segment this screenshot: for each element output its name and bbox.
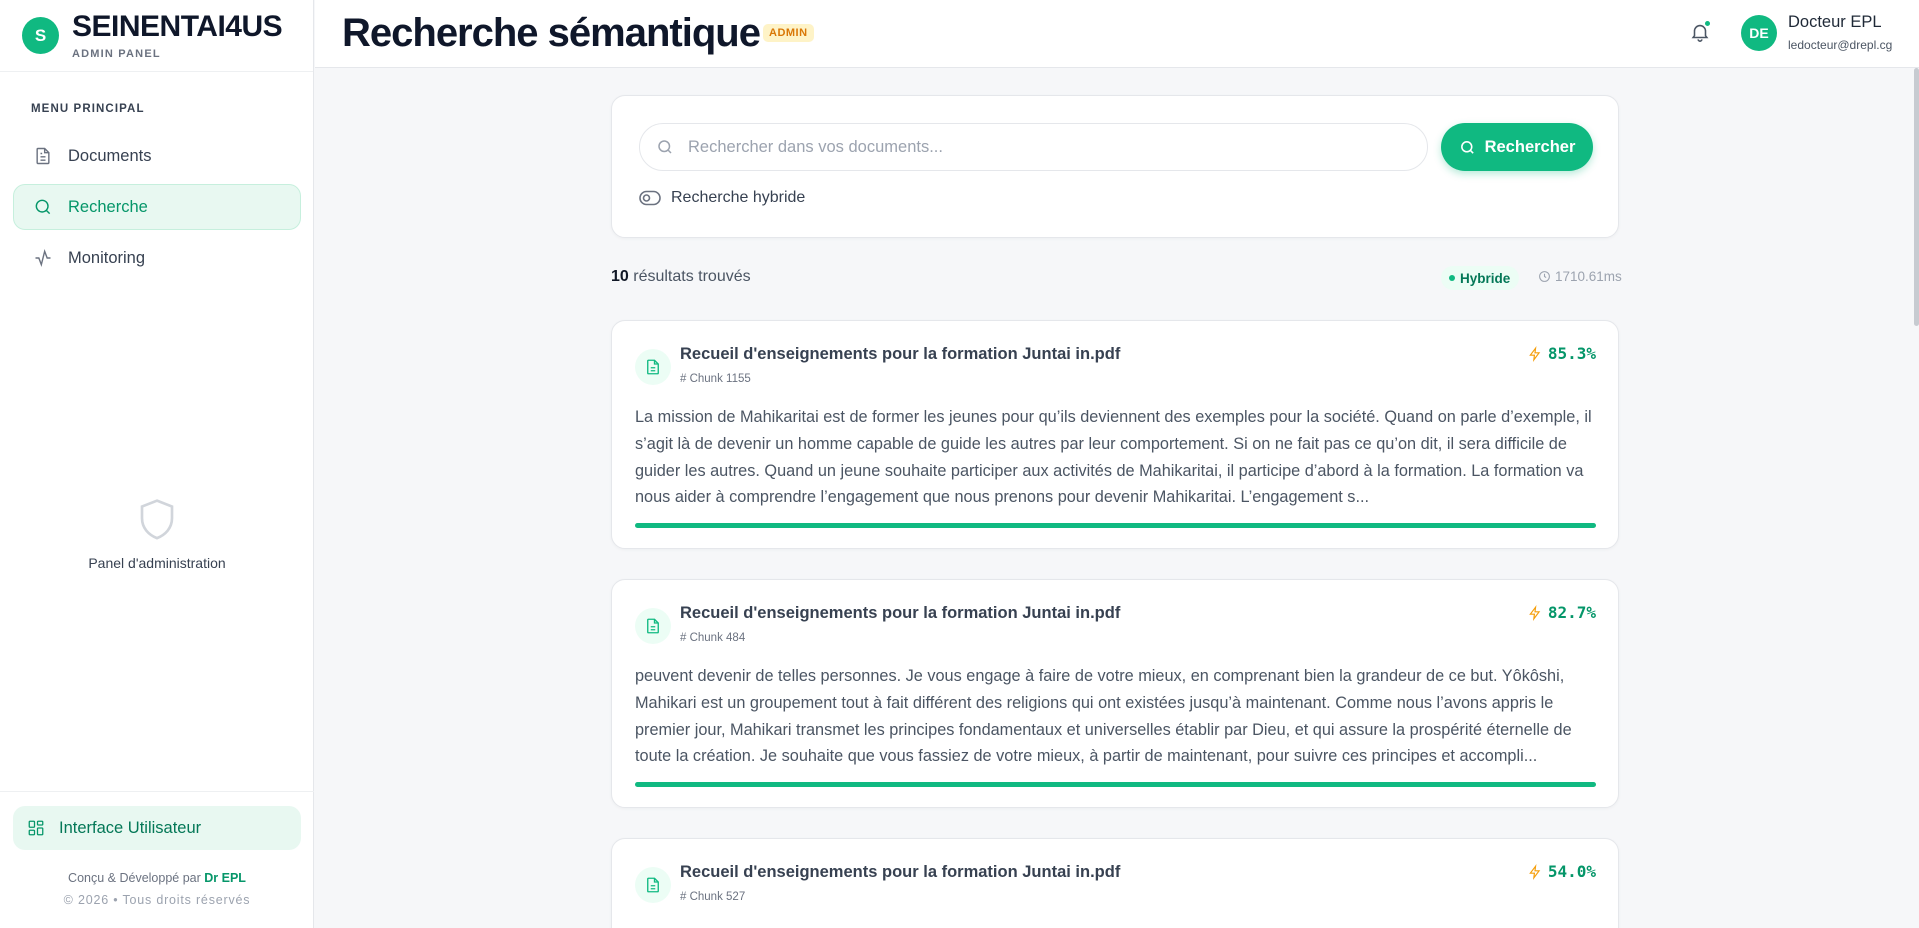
user-email: ledocteur@drepl.cg: [1788, 38, 1893, 52]
toggle-off-icon: [639, 190, 661, 206]
credits-author[interactable]: Dr EPL: [204, 871, 246, 885]
search-box[interactable]: [639, 123, 1428, 171]
lightning-icon: [1528, 864, 1542, 880]
search-icon: [1459, 139, 1476, 156]
document-icon: [635, 608, 671, 644]
search-input[interactable]: [688, 138, 1408, 157]
sidebar-item-label: Recherche: [68, 197, 148, 216]
result-card[interactable]: [611, 838, 1619, 928]
credits: Conçu & Développé par Dr EPL: [68, 871, 246, 885]
shield-icon: [137, 497, 177, 541]
search-icon: [656, 138, 674, 156]
result-title[interactable]: Recueil d'enseignements pour la formation Juntai in.pdf: [680, 604, 1121, 622]
sidebar-item-label: Monitoring: [68, 248, 146, 267]
notification-dot: [1703, 19, 1712, 28]
user-interface-button[interactable]: [13, 806, 301, 850]
brand-name: SEINENTAI4US: [72, 9, 283, 43]
lightning-icon: [1528, 605, 1542, 621]
search-button-label: Rechercher: [1484, 137, 1576, 156]
result-chunk: # Chunk 1155: [680, 373, 751, 385]
result-title[interactable]: Recueil d'enseignements pour la formation Juntai in.pdf: [680, 863, 1121, 881]
document-icon: [635, 349, 671, 385]
copyright: © 2026 • Tous droits réservés: [63, 893, 251, 907]
admin-panel-placeholder: [0, 497, 314, 571]
sidebar-item-monitoring[interactable]: [13, 235, 301, 281]
result-excerpt: peuvent devenir de telles personnes. Je vous engage à faire de votre mieux, en comprenant bien la grandeur de ce but. Yôkôshi, Mahikari est un groupement tout à fait différent des religions qui ont existées jusqu’à maintenant. Comme nous l’avons appris le premier jour, Mahikari transmet les principes fondamentaux et universelles établir par Dieu, et qui assure la prospérité éternelle de toute la création. Je souhaite que vous fassiez de votre mieux, à partir de maintenant, pour suivre ces principes et accompli...: [635, 667, 1572, 766]
menu-title: MENU PRINCIPAL: [31, 103, 145, 115]
brand-logo: S: [22, 17, 59, 54]
top-header: [315, 0, 1919, 68]
sidebar-item-recherche[interactable]: [13, 184, 301, 230]
search-button[interactable]: [1441, 123, 1593, 171]
lightning-icon: [1528, 346, 1542, 362]
score-bar-fill: [635, 782, 1596, 787]
score-bar: [635, 782, 1596, 787]
result-card[interactable]: [611, 579, 1619, 808]
hybrid-search-toggle[interactable]: [639, 189, 805, 207]
search-card: [611, 95, 1619, 238]
status-dot: [1449, 275, 1455, 281]
admin-panel-label: Panel d'administration: [88, 555, 226, 571]
page-title: Recherche sémantique: [342, 11, 760, 55]
score-bar-fill: [635, 523, 1596, 528]
brand[interactable]: [0, 0, 313, 72]
search-mode-badge: Hybride: [1441, 266, 1519, 290]
result-score: 54.0%: [1528, 862, 1596, 881]
result-chunk: # Chunk 484: [680, 632, 746, 644]
clock-icon: [1538, 270, 1551, 283]
sidebar-item-documents[interactable]: [13, 133, 301, 179]
activity-icon: [33, 248, 53, 268]
result-card[interactable]: [611, 320, 1619, 549]
grid-icon: [27, 819, 45, 837]
results-count: 10 résultats trouvés: [611, 268, 751, 285]
hybrid-search-label: Recherche hybride: [671, 189, 806, 206]
result-excerpt: La mission de Mahikaritai est de former les jeunes pour qu’ils deviennent des exemples pour la société. Quand on parle d’exemple, il s’agit là de devenir un homme capable de guide les autres par leur comportement. Si on ne fait pas ce qu’on dit, il sera difficile de guider les autres. Quand un jeune souhaite participer aux activités de Mahikaritai, il participe d’abord à la formation. La formation va nous aider à comprendre l’engagement que nous prenons pour devenir Mahikaritai. L’engagement s...: [635, 408, 1592, 507]
scrollbar[interactable]: [1914, 68, 1919, 326]
document-icon: [33, 146, 53, 166]
score-bar: [635, 523, 1596, 528]
user-name[interactable]: Docteur EPL: [1788, 13, 1882, 31]
result-title[interactable]: Recueil d'enseignements pour la formation Juntai in.pdf: [680, 345, 1121, 363]
result-excerpt: [635, 922, 1595, 928]
search-timing: 1710.61ms: [1538, 269, 1622, 284]
user-interface-label: Interface Utilisateur: [59, 818, 202, 837]
result-score: 85.3%: [1528, 344, 1596, 363]
result-chunk: # Chunk 527: [680, 891, 746, 903]
admin-badge: ADMIN: [763, 24, 814, 42]
avatar[interactable]: DE: [1741, 15, 1777, 51]
main-nav: [13, 133, 301, 286]
brand-subtitle: ADMIN PANEL: [72, 47, 161, 60]
sidebar-footer: [0, 791, 314, 928]
document-icon: [635, 867, 671, 903]
result-score: 82.7%: [1528, 603, 1596, 622]
search-icon: [33, 197, 53, 217]
sidebar: [0, 0, 314, 928]
sidebar-item-label: Documents: [68, 146, 152, 165]
